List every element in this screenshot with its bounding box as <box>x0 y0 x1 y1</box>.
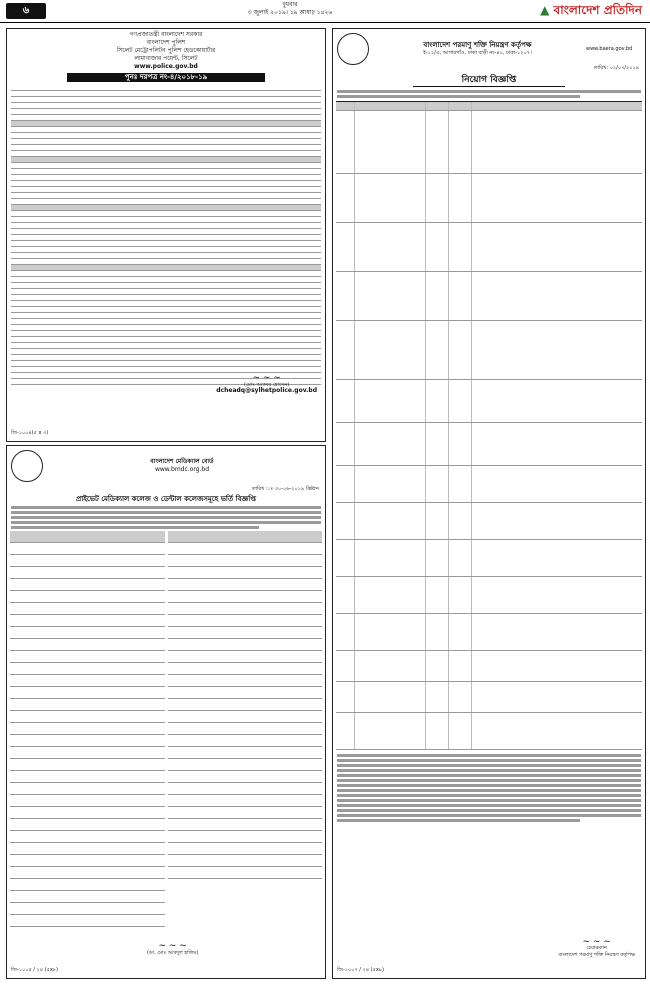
baera-date: তারিখ: ০২/০৭/২০১৯ <box>593 65 639 71</box>
header-date: ৩ জুলাই ২০১৯। ১৯ আষাঢ় ১৪২৬ <box>247 9 333 16</box>
newspaper-logo <box>540 2 642 22</box>
police-email[interactable]: dcheadq@sylhetpolice.gov.bd <box>216 387 317 394</box>
medical-seal-icon <box>11 450 43 482</box>
baera-sign-org: বাংলাদেশ পরমাণু শক্তি নিয়ন্ত্রণ কর্তৃপক্ষ <box>558 951 635 958</box>
baera-signature-icon: ~ ~ ~ <box>582 936 611 947</box>
police-signature-icon: ~ ~ ~ <box>252 373 281 383</box>
police-govt: গণপ্রজাতন্ত্রী বাংলাদেশ সরকার <box>129 31 203 38</box>
logo-text: বাংলাদেশ প্রতিদিন <box>553 3 642 17</box>
logo-icon: ▲ <box>540 3 550 17</box>
police-table <box>11 85 321 385</box>
police-org1: বাংলাদেশ পুলিশ <box>146 39 186 46</box>
police-org3: লামাবাজার পয়েন্ট, সিলেট <box>134 55 198 62</box>
baera-title: নিয়োগ বিজ্ঞপ্তি <box>413 74 565 87</box>
police-code: জি-১০০৪(৫ x ৩) <box>11 430 49 436</box>
baera-code: জি-১০০৭ / ২৪ (৫x৮) <box>337 967 385 973</box>
baera-recruitment-notice <box>332 28 646 979</box>
baera-conditions <box>337 754 641 822</box>
medical-code: জি-১০০৫ / ২৪ (৫x৮) <box>11 967 58 973</box>
medical-org: বাংলাদেশ মেডিক্যাল বোর্ড <box>150 458 214 465</box>
baera-signer: চেয়ারম্যান <box>586 945 607 951</box>
medical-signer: (ডা. মোঃ আবদুল হালিম) <box>147 949 199 956</box>
police-tender-notice <box>6 28 326 442</box>
baera-seal-icon <box>337 33 369 65</box>
page-number: ৬ <box>6 3 46 19</box>
medical-signature-block <box>147 943 198 956</box>
medical-subtitle: প্রাইভেট মেডিক্যাল কলেজ ও ডেন্টাল কলেজসমূহে ভর্তি বিজ্ঞপ্তি <box>76 494 256 503</box>
police-signature-block <box>216 375 317 395</box>
police-signer: (মোঃ আকবর হোসেন) <box>243 381 290 388</box>
police-website[interactable]: www.police.gov.bd <box>134 63 198 70</box>
medical-website[interactable]: www.bmdc.org.bd <box>154 466 210 473</box>
medical-signature-icon: ~ ~ ~ <box>158 941 187 951</box>
medical-college-table <box>10 531 322 927</box>
medical-date: তারিখ ঃ ৩০-০৬-২০১৯ খ্রিষ্টাব্দ <box>251 486 319 492</box>
header-date-block <box>200 1 380 17</box>
police-notice-title: পুনঃ দরপত্র নং-৪/২০১৮-১৯ <box>67 73 265 82</box>
baera-org: বাংলাদেশ পরমাণু শক্তি নিয়ন্ত্রণ কর্তৃপক্ষ <box>423 41 532 50</box>
baera-address: ই-১২/এ, আগারগাঁও, ঢাকা বাড়ী নং-৪০, ঢাকা-১২০৭। <box>423 50 532 57</box>
medical-admission-notice <box>6 445 326 979</box>
page-header <box>0 0 650 23</box>
police-org2: সিলেট মেট্রোপলিটন পুলিশ হেডকোয়ার্টার <box>116 47 216 54</box>
header-day: বুধবার <box>282 1 298 8</box>
baera-signature-block <box>558 936 635 959</box>
baera-website[interactable]: www.baera.gov.bd <box>586 45 633 52</box>
baera-post-table <box>336 101 642 750</box>
